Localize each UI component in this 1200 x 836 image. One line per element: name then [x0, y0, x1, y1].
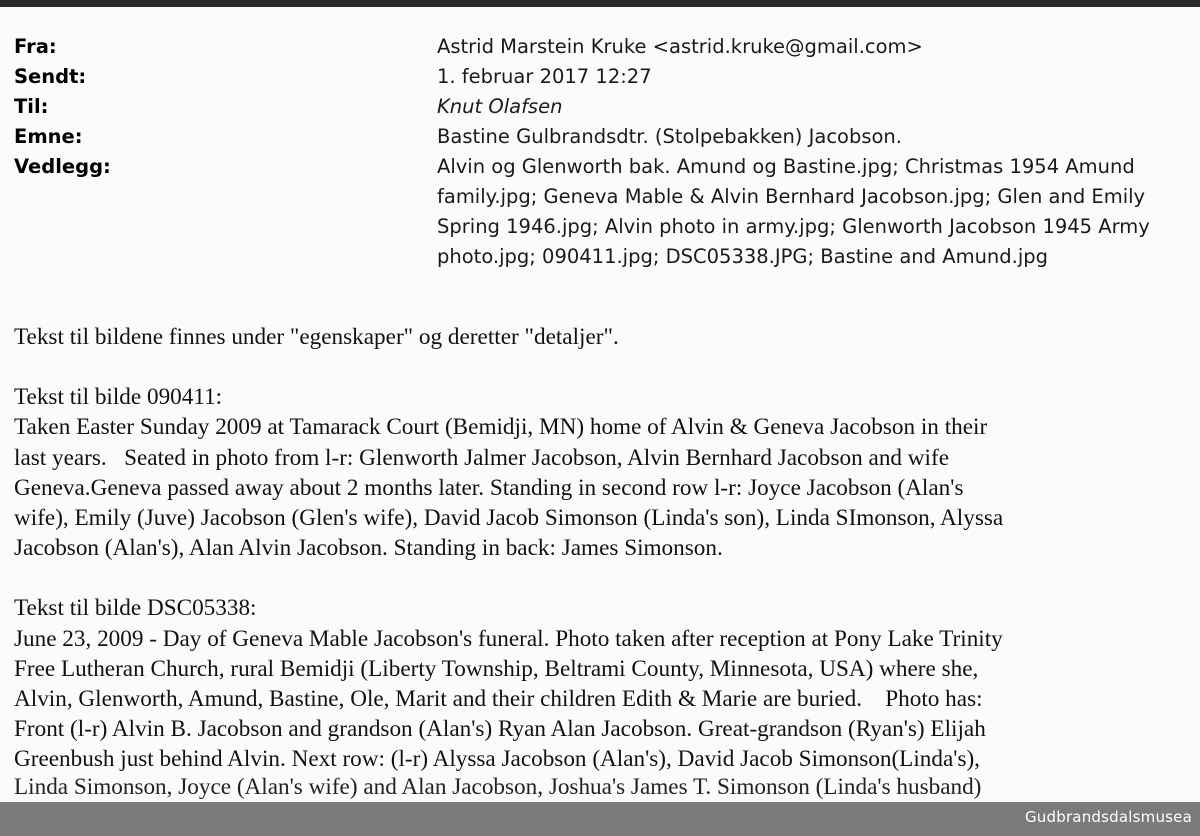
attachments-line: family.jpg; Geneva Mable & Alvin Bernhard Jacobson.jpg; Glen and Emily [437, 185, 1146, 208]
intro-paragraph: Tekst til bildene finnes under "egenskaper" og deretter "detaljer". [14, 324, 619, 350]
footer-bar [0, 802, 1200, 836]
attachments-line: photo.jpg; 090411.jpg; DSC05338.JPG; Bastine and Amund.jpg [437, 245, 1049, 268]
attachments-value [437, 152, 1184, 272]
sent-label: Sendt: [14, 65, 87, 88]
top-border [0, 0, 1200, 7]
header-row-sent [14, 62, 1184, 92]
section1-line: Geneva.Geneva passed away about 2 months later. Standing in second row l-r: Joyce Jacobson (Alan's [14, 474, 964, 501]
subject-label: Emne: [14, 125, 83, 148]
from-label: Fra: [14, 35, 57, 58]
section2-line: Greenbush just behind Alvin. Next row: (l-r) Alyssa Jacobson (Alan's), David Jacob Simonson(Linda's), [14, 746, 980, 773]
paragraph-gap [14, 352, 1189, 382]
header-row-subject [14, 122, 1184, 152]
paragraph-gap [14, 563, 1189, 593]
from-value: Astrid Marstein Kruke <astrid.kruke@gmail.com> [437, 35, 923, 58]
truncated-line [14, 774, 1189, 802]
section1-title: Tekst til bilde 090411: [14, 384, 223, 411]
section2-line: Front (l-r) Alvin B. Jacobson and grandson (Alan's) Ryan Alan Jacobson. Great-grandson (Ryan's) Elijah [14, 716, 986, 743]
section2-line: June 23, 2009 - Day of Geneva Mable Jacobson's funeral. Photo taken after reception at Pony Lake Trinity [14, 625, 1003, 652]
subject-value: Bastine Gulbrandsdtr. (Stolpebakken) Jacobson. [437, 125, 902, 148]
email-body [14, 322, 1189, 775]
to-value: Knut Olafsen [437, 95, 563, 118]
sent-value: 1. februar 2017 12:27 [437, 65, 652, 88]
section2-line: Free Lutheran Church, rural Bemidji (Liberty Township, Beltrami County, Minnesota, USA) where she, [14, 655, 979, 682]
attachments-line: Spring 1946.jpg; Alvin photo in army.jpg; Glenworth Jacobson 1945 Army [437, 215, 1150, 238]
to-label: Til: [14, 95, 49, 118]
attachments-line: Alvin og Glenworth bak. Amund og Bastine.jpg; Christmas 1954 Amund [437, 155, 1135, 178]
header-row-from [14, 32, 1184, 62]
museum-watermark: Gudbrandsdalsmusea [1024, 808, 1192, 826]
header-row-to [14, 92, 1184, 122]
section2-line: Alvin, Glenworth, Amund, Bastine, Ole, Marit and their children Edith & Marie are buried. Photo has: [14, 686, 983, 713]
header-row-attachments [14, 152, 1184, 272]
email-header [14, 32, 1184, 272]
attachments-label: Vedlegg: [14, 155, 111, 178]
section1-line: Taken Easter Sunday 2009 at Tamarack Court (Bemidji, MN) home of Alvin & Geneva Jacobson in their [14, 414, 988, 441]
section1-line: last years. Seated in photo from l-r: Glenworth Jalmer Jacobson, Alvin Bernhard Jacobson and wife [14, 444, 950, 471]
section1-line: wife), Emily (Juve) Jacobson (Glen's wife), David Jacob Simonson (Linda's son), Linda SImonson, Alyssa [14, 505, 1004, 532]
section1-line: Jacobson (Alan's), Alan Alvin Jacobson. Standing in back: James Simonson. [14, 535, 723, 562]
truncated-line-text: Linda Simonson, Joyce (Alan's wife) and Alan Jacobson, Joshua's James T. Simonson (Linda's husband) [14, 774, 982, 800]
section2-title: Tekst til bilde DSC05338: [14, 595, 257, 622]
